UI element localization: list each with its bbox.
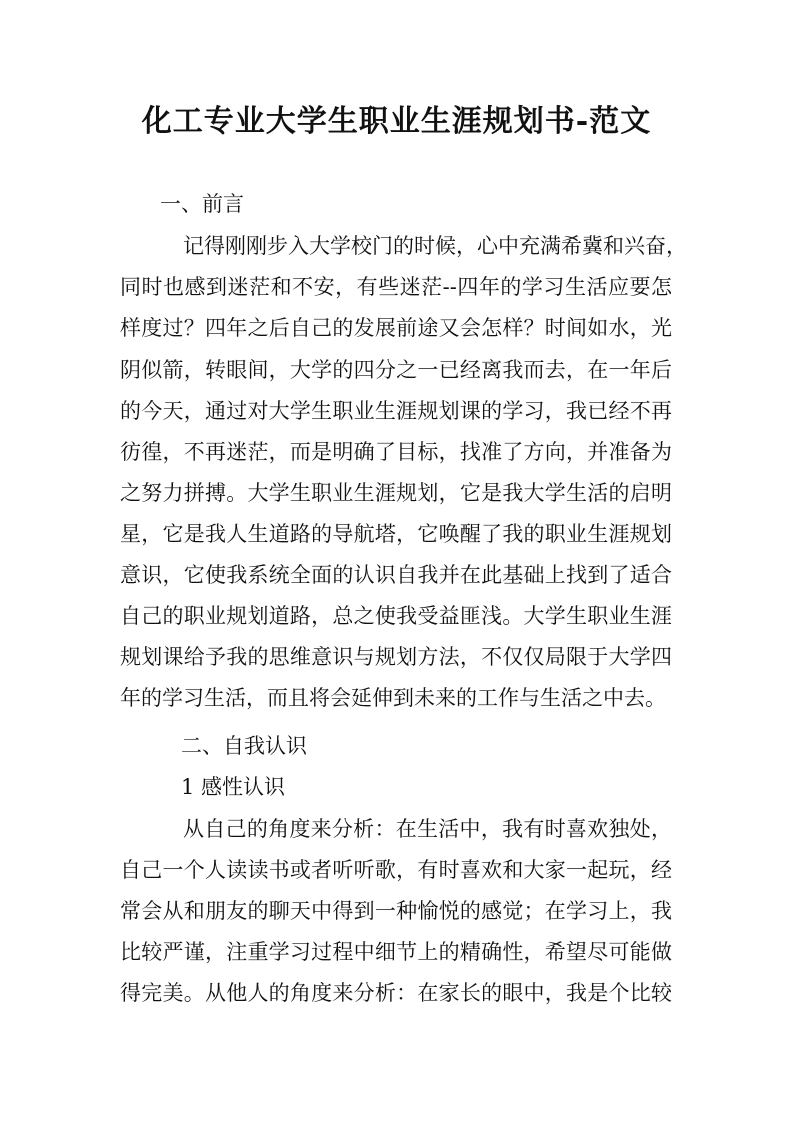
paragraph-line: 之努力拼搏。大学生职业生涯规划，它是我大学生活的启明 <box>120 481 672 505</box>
paragraph-line: 比较严谨，注重学习过程中细节上的精确性，希望尽可能做 <box>120 940 672 964</box>
paragraph-line: 样度过？四年之后自己的发展前途又会怎样？时间如水，光 <box>120 316 672 340</box>
paragraph-line: 的今天，通过对大学生职业生涯规划课的学习，我已经不再 <box>120 399 672 423</box>
paragraph-line: 自己的职业规划道路，总之使我受益匪浅。大学生职业生涯 <box>120 604 672 628</box>
section-heading-preface: 一、前言 <box>160 192 244 216</box>
paragraph-line: 意识，它使我系统全面的认识自我并在此基础上找到了适合 <box>120 563 672 587</box>
paragraph-line: 记得刚刚步入大学校门的时候，心中充满希冀和兴奋， <box>183 234 687 258</box>
paragraph-line: 常会从和朋友的聊天中得到一种愉悦的感觉；在学习上，我 <box>120 899 672 923</box>
paragraph-line: 从自己的角度来分析：在生活中，我有时喜欢独处， <box>183 817 672 841</box>
paragraph-line: 自己一个人读读书或者听听歌，有时喜欢和大家一起玩，经 <box>120 858 672 882</box>
section-heading-self-awareness: 二、自我认识 <box>181 734 307 758</box>
paragraph-line: 同时也感到迷茫和不安，有些迷茫--四年的学习生活应要怎 <box>120 275 672 299</box>
paragraph-line: 得完美。从他人的角度来分析：在家长的眼中，我是个比较 <box>120 981 672 1005</box>
document-title: 化工专业大学生职业生涯规划书-范文 <box>141 104 652 139</box>
paragraph-line: 阴似箭，转眼间，大学的四分之一已经离我而去，在一年后 <box>120 358 672 382</box>
paragraph-line: 规划课给予我的思维意识与规划方法，不仅仅局限于大学四 <box>120 645 672 669</box>
paragraph-line: 彷徨，不再迷茫，而是明确了目标，找准了方向，并准备为 <box>120 440 672 464</box>
paragraph-line: 星，它是我人生道路的导航塔，它唤醒了我的职业生涯规划 <box>120 522 672 546</box>
subsection-heading-perceptual: 1 感性认识 <box>181 775 286 799</box>
paragraph-line: 年的学习生活，而且将会延伸到未来的工作与生活之中去。 <box>120 686 666 710</box>
